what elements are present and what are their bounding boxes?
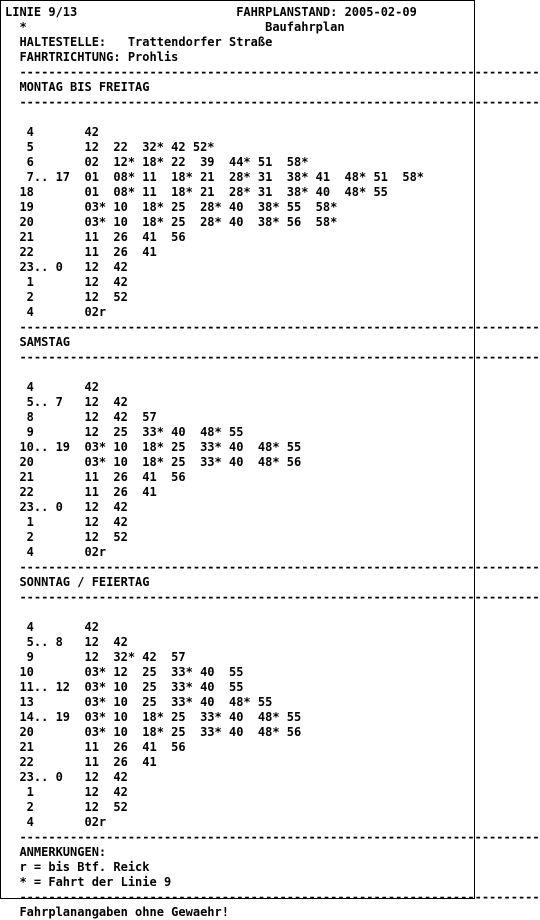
blank-line bbox=[5, 605, 474, 620]
section-rows bbox=[5, 620, 474, 830]
separator: ------------------------------------------------------------------------ bbox=[19, 830, 540, 844]
departure-times: 9 12 32* 42 57 bbox=[19, 650, 186, 664]
disclaimer: Fahrplanangaben ohne Gewaehr! bbox=[19, 905, 229, 919]
timetable-row bbox=[5, 620, 474, 635]
baufahrplan-star: * bbox=[19, 20, 27, 34]
timetable-row bbox=[5, 800, 474, 815]
departure-times: 19 03* 10 18* 25 28* 40 38* 55 58* bbox=[19, 200, 338, 214]
separator: ------------------------------------------------------------------------ bbox=[19, 320, 540, 334]
departure-times: 23.. 0 12 42 bbox=[19, 260, 128, 274]
note-item: r = bis Btf. Reick bbox=[19, 860, 150, 874]
departure-times: 4 02r bbox=[19, 305, 107, 319]
departure-times: 20 03* 10 18* 25 28* 40 38* 56 58* bbox=[19, 215, 338, 229]
timetable-row bbox=[5, 425, 474, 440]
timetable-row bbox=[5, 440, 474, 455]
timetable-row bbox=[5, 380, 474, 395]
timetable-row bbox=[5, 260, 474, 275]
timetable-row bbox=[5, 155, 474, 170]
timetable-row bbox=[5, 815, 474, 830]
notes-title: ANMERKUNGEN: bbox=[19, 845, 107, 859]
timetable-row bbox=[5, 485, 474, 500]
timetable-row bbox=[5, 680, 474, 695]
timetable-row bbox=[5, 650, 474, 665]
departure-times: 4 42 bbox=[19, 620, 99, 634]
blank-line bbox=[5, 110, 474, 125]
departure-times: 4 02r bbox=[19, 545, 107, 559]
departure-times: 23.. 0 12 42 bbox=[19, 500, 128, 514]
departure-times: 22 11 26 41 bbox=[19, 245, 157, 259]
timetable-row bbox=[5, 395, 474, 410]
separator: ------------------------------------------------------------------------ bbox=[19, 890, 540, 904]
departure-times: 11.. 12 03* 10 25 33* 40 55 bbox=[19, 680, 244, 694]
timetable-row bbox=[5, 410, 474, 425]
timetable-row bbox=[5, 200, 474, 215]
note-item: * = Fahrt der Linie 9 bbox=[19, 875, 172, 889]
timetable-row bbox=[5, 635, 474, 650]
departure-times: 5.. 8 12 42 bbox=[19, 635, 128, 649]
header-line-1 bbox=[5, 5, 474, 20]
departure-times: 23.. 0 12 42 bbox=[19, 770, 128, 784]
departure-times: 4 42 bbox=[19, 125, 99, 139]
departure-times: 10.. 19 03* 10 18* 25 33* 40 48* 55 bbox=[19, 440, 302, 454]
timetable-row bbox=[5, 290, 474, 305]
departure-times: 14.. 19 03* 10 18* 25 33* 40 48* 55 bbox=[19, 710, 302, 724]
departure-times: 8 12 42 57 bbox=[19, 410, 157, 424]
timetable-row bbox=[5, 755, 474, 770]
timetable-row bbox=[5, 545, 474, 560]
header-line-2 bbox=[5, 20, 474, 35]
section-rows bbox=[5, 125, 474, 320]
departure-times: 6 02 12* 18* 22 39 44* 51 58* bbox=[19, 155, 309, 169]
timetable-row bbox=[5, 785, 474, 800]
section-rows bbox=[5, 380, 474, 560]
departure-times: 20 03* 10 18* 25 33* 40 48* 56 bbox=[19, 725, 302, 739]
departure-times: 21 11 26 41 56 bbox=[19, 740, 186, 754]
departure-times: 18 01 08* 11 18* 21 28* 31 38* 40 48* 55 bbox=[19, 185, 388, 199]
departure-times: 1 12 42 bbox=[19, 275, 128, 289]
departure-times: 5 12 22 32* 42 52* bbox=[19, 140, 215, 154]
timetable-row bbox=[5, 215, 474, 230]
departure-times: 4 02r bbox=[19, 815, 107, 829]
departure-times: 2 12 52 bbox=[19, 290, 128, 304]
departure-times: 2 12 52 bbox=[19, 800, 128, 814]
departure-times: 22 11 26 41 bbox=[19, 755, 157, 769]
timetable-row bbox=[5, 740, 474, 755]
timetable-row bbox=[5, 530, 474, 545]
departure-times: 22 11 26 41 bbox=[19, 485, 157, 499]
timetable-date: FAHRPLANSTAND: 2005-02-09 bbox=[236, 5, 417, 19]
timetable-row bbox=[5, 665, 474, 680]
blank-line bbox=[5, 365, 474, 380]
separator: ------------------------------------------------------------------------ bbox=[19, 560, 540, 574]
timetable-row bbox=[5, 470, 474, 485]
separator: ------------------------------------------------------------------------ bbox=[19, 590, 540, 604]
section-title-weekday: MONTAG BIS FREITAG bbox=[19, 80, 150, 94]
timetable-row bbox=[5, 695, 474, 710]
timetable-row bbox=[5, 500, 474, 515]
timetable-row bbox=[5, 245, 474, 260]
timetable-row bbox=[5, 515, 474, 530]
timetable-row bbox=[5, 185, 474, 200]
departure-times: 1 12 42 bbox=[19, 785, 128, 799]
departure-times: 13 03* 10 25 33* 40 48* 55 bbox=[19, 695, 273, 709]
departure-times: 2 12 52 bbox=[19, 530, 128, 544]
departure-times: 10 03* 12 25 33* 40 55 bbox=[19, 665, 244, 679]
departure-times: 4 42 bbox=[19, 380, 99, 394]
departure-times: 1 12 42 bbox=[19, 515, 128, 529]
timetable-row bbox=[5, 305, 474, 320]
departure-times: 20 03* 10 18* 25 33* 40 48* 56 bbox=[19, 455, 302, 469]
separator: ------------------------------------------------------------------------ bbox=[19, 350, 540, 364]
section-title-saturday: SAMSTAG bbox=[19, 335, 71, 349]
timetable-row bbox=[5, 770, 474, 785]
timetable-row bbox=[5, 170, 474, 185]
timetable-text bbox=[1, 1, 540, 920]
timetable-row bbox=[5, 230, 474, 245]
timetable-row bbox=[5, 275, 474, 290]
departure-times: 9 12 25 33* 40 48* 55 bbox=[19, 425, 244, 439]
timetable-row bbox=[5, 140, 474, 155]
separator: ------------------------------------------------------------------------ bbox=[19, 65, 540, 79]
timetable-row bbox=[5, 455, 474, 470]
timetable-row bbox=[5, 710, 474, 725]
timetable-row bbox=[5, 125, 474, 140]
line-number: LINIE 9/13 bbox=[5, 5, 78, 19]
departure-times: 5.. 7 12 42 bbox=[19, 395, 128, 409]
timetable-row bbox=[5, 725, 474, 740]
plan-type: Baufahrplan bbox=[265, 20, 345, 34]
departure-times: 7.. 17 01 08* 11 18* 21 28* 31 38* 41 48* 51 58* bbox=[19, 170, 425, 184]
departure-times: 21 11 26 41 56 bbox=[19, 230, 186, 244]
section-title-sunday: SONNTAG / FEIERTAG bbox=[19, 575, 150, 589]
stop-name: HALTESTELLE: Trattendorfer Straße bbox=[19, 35, 273, 49]
separator: ------------------------------------------------------------------------ bbox=[19, 95, 540, 109]
departure-times: 21 11 26 41 56 bbox=[19, 470, 186, 484]
direction: FAHRTRICHTUNG: Prohlis bbox=[19, 50, 179, 64]
